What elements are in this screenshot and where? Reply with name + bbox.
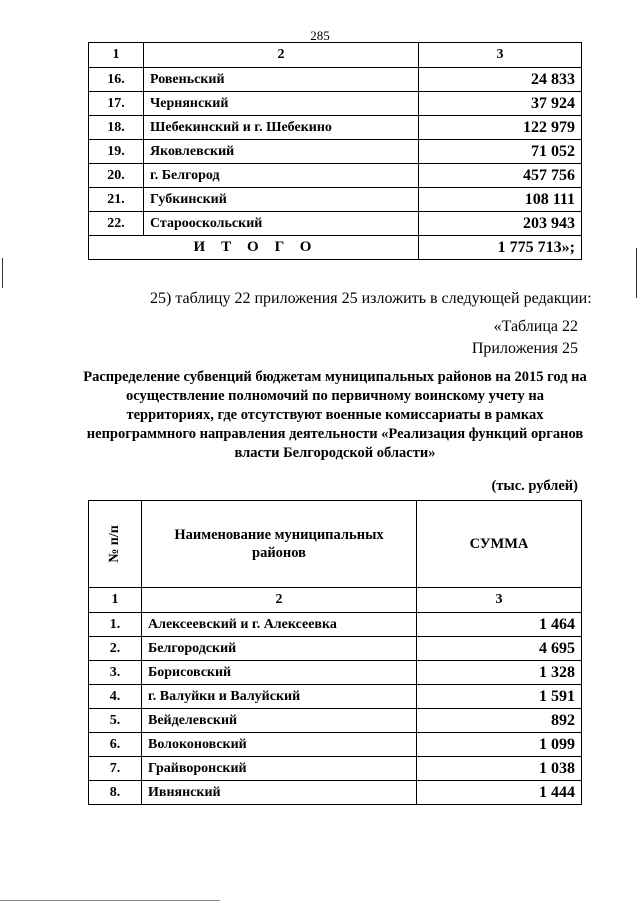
col-sum-label: СУММА [469, 535, 529, 552]
table-row [89, 188, 582, 212]
row-name: Грайворонский [142, 757, 417, 781]
row-num: 17. [89, 92, 144, 116]
amendment-text: 25) таблицу 22 приложения 25 изложить в следующей редакции: [150, 290, 592, 307]
row-amount: 1 591 [417, 685, 582, 709]
total-amount: 1 775 713»; [419, 236, 582, 260]
row-num: 21. [89, 188, 144, 212]
table-continuation [88, 42, 582, 260]
row-name: Вейделевский [142, 709, 417, 733]
row-amount: 1 444 [417, 781, 582, 805]
row-name: Шебекинский и г. Шебекино [144, 116, 419, 140]
col-header-3: 3 [419, 43, 582, 68]
row-amount: 122 979 [419, 116, 582, 140]
row-name: Ровеньский [144, 68, 419, 92]
row-amount: 1 328 [417, 661, 582, 685]
index-cell-3: 3 [417, 588, 582, 613]
row-name: Яковлевский [144, 140, 419, 164]
document-title: Распределение субвенций бюджетам муниципальных районов на 2015 год на осуществление полномочий по первичному воинскому учету на территориях, где отсутствуют военные комиссариаты в рамках непрограммного направления деятельности «Реализация функций органов власти Белгородской области» [83, 369, 587, 461]
total-row [89, 236, 582, 260]
table-header-row [89, 501, 582, 588]
table-row [89, 709, 582, 733]
row-name: Белгородский [142, 637, 417, 661]
col-header-num [89, 501, 142, 588]
row-name: Старооскольский [144, 212, 419, 236]
subsidy-table [88, 500, 582, 805]
index-cell-1: 1 [89, 588, 142, 613]
row-num: 8. [89, 781, 142, 805]
table-caption-line2: Приложения 25 [471, 340, 578, 357]
table-row [89, 140, 582, 164]
row-num: 7. [89, 757, 142, 781]
row-num: 16. [89, 68, 144, 92]
table-caption-line1: «Таблица 22 [493, 318, 578, 335]
table-row [89, 757, 582, 781]
row-num: 4. [89, 685, 142, 709]
table-row [89, 685, 582, 709]
row-name: Волоконовский [142, 733, 417, 757]
col-header-sum [417, 501, 582, 588]
table-row [89, 613, 582, 637]
row-num: 20. [89, 164, 144, 188]
table-row [89, 637, 582, 661]
scan-mark-right [636, 248, 637, 298]
table-row [89, 212, 582, 236]
table-row [89, 92, 582, 116]
col-num-label: № п/п [107, 525, 122, 563]
row-num: 5. [89, 709, 142, 733]
table-index-row [89, 588, 582, 613]
page-number: 285 [310, 28, 330, 43]
row-amount: 203 943 [419, 212, 582, 236]
table-row [89, 68, 582, 92]
row-num: 22. [89, 212, 144, 236]
row-amount: 1 038 [417, 757, 582, 781]
row-num: 6. [89, 733, 142, 757]
scan-mark-left [2, 258, 3, 288]
row-amount: 1 464 [417, 613, 582, 637]
row-name: Чернянский [144, 92, 419, 116]
table-row [89, 733, 582, 757]
col-header-2: 2 [144, 43, 419, 68]
row-name: Ивнянский [142, 781, 417, 805]
row-amount: 71 052 [419, 140, 582, 164]
row-amount: 1 099 [417, 733, 582, 757]
row-amount: 108 111 [419, 188, 582, 212]
row-num: 1. [89, 613, 142, 637]
row-amount: 37 924 [419, 92, 582, 116]
row-amount: 457 756 [419, 164, 582, 188]
col-name-label: Наименование муниципальных районов [174, 527, 384, 561]
col-header-name [142, 501, 417, 588]
row-num: 2. [89, 637, 142, 661]
row-name: Алексеевский и г. Алексеевка [142, 613, 417, 637]
row-name: г. Валуйки и Валуйский [142, 685, 417, 709]
row-num: 19. [89, 140, 144, 164]
row-amount: 24 833 [419, 68, 582, 92]
row-amount: 892 [417, 709, 582, 733]
row-name: г. Белгород [144, 164, 419, 188]
total-label: ИТОГО [89, 236, 419, 260]
row-num: 18. [89, 116, 144, 140]
table-row [89, 116, 582, 140]
row-num: 3. [89, 661, 142, 685]
row-name: Борисовский [142, 661, 417, 685]
units-label: (тыс. рублей) [491, 478, 578, 494]
table-row [89, 164, 582, 188]
table-header-row [89, 43, 582, 68]
col-header-1: 1 [89, 43, 144, 68]
scan-mark-bottom [0, 900, 220, 901]
row-name: Губкинский [144, 188, 419, 212]
table-row [89, 781, 582, 805]
row-amount: 4 695 [417, 637, 582, 661]
index-cell-2: 2 [142, 588, 417, 613]
table-row [89, 661, 582, 685]
